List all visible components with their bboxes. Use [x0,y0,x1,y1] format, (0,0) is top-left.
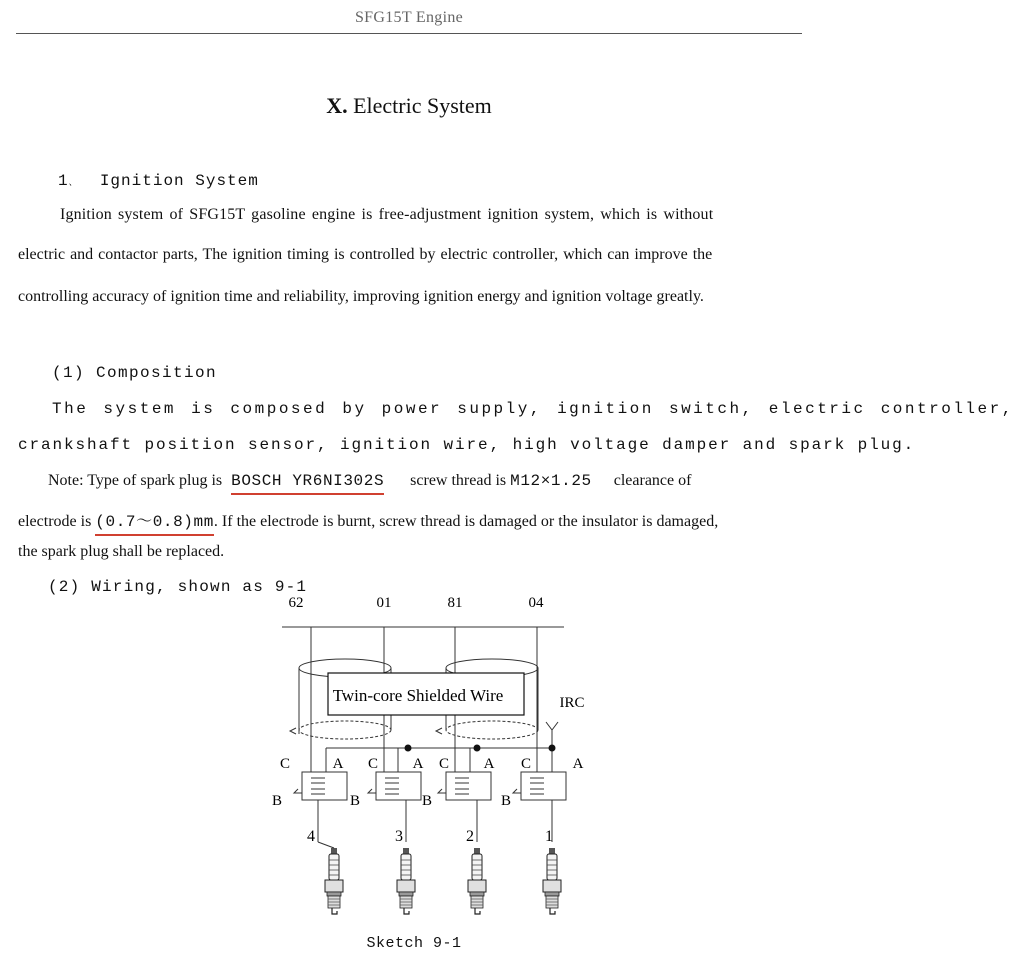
figure-caption: Sketch 9-1 [366,935,462,952]
note-text-e: . If the electrode is burnt, screw thread is damaged or the insulator is damaged, [213,513,719,530]
ignition-coil [294,772,347,842]
section-heading: 1、 Ignition System [58,172,259,190]
spark-plug [325,848,343,914]
ignition-coil [513,772,566,842]
coil-label-a: A [332,756,344,772]
coil-label-b: B [500,793,512,809]
note-text-c: clearance of [613,472,692,489]
coil-label-c: C [279,756,291,772]
note-text-b: screw thread is [410,472,507,489]
junction-dot [405,745,412,752]
plug-wires [318,842,334,848]
note-text-a: Note: Type of spark plug is [48,472,223,489]
cylinder-number: 1 [545,828,553,845]
note-text-d: electrode is [18,513,92,530]
ignition-coil [438,772,491,842]
coil-label-c: C [438,756,450,772]
note-line-3: the spark plug shall be replaced. [18,543,225,560]
composition-body-line-1: The system is composed by power supply, ignition switch, electric controller, [52,400,1014,418]
chapter-title: Electric System [353,93,492,118]
spark-plug [397,848,415,914]
coil-label-a: A [572,756,584,772]
composition-heading: (1) Composition [52,364,218,382]
junction-dot [474,745,481,752]
shielded-wire-label: Twin-core Shielded Wire [332,686,504,705]
spark-plug [543,848,561,914]
electrode-clearance: (0.7～0.8)mm [95,513,214,536]
section-body-line-3: controlling accuracy of ignition time and reliability, improving ignition energy and ignition voltage greatly. [18,288,704,305]
composition-body-line-2: crankshaft position sensor, ignition wire, high voltage damper and spark plug. [18,436,916,454]
coil-label-a: A [412,756,424,772]
section-body-line-2: electric and contactor parts, The ignition timing is controlled by electric controller, which can improve the [18,246,713,263]
cylinder-number: 2 [466,828,474,845]
coil-label-a: A [483,756,495,772]
coil-label-b: B [421,793,433,809]
irc-label: IRC [559,695,585,711]
terminal-label: 01 [376,595,392,611]
coil-label-c: C [367,756,379,772]
junction-dot [549,745,556,752]
header-title: SFG15T Engine [354,9,464,26]
wiring-heading: (2) Wiring, shown as 9-1 [48,578,308,596]
terminal-label: 04 [528,595,544,611]
thread-spec: M12×1.25 [510,472,592,490]
cylinder-number: 4 [307,828,315,845]
terminal-label: 62 [288,595,304,611]
spark-plug [468,848,486,914]
terminal-label: 81 [447,595,463,611]
coil-label-b: B [349,793,361,809]
section-number: 1 [58,172,69,190]
section-body-line-1: Ignition system of SFG15T gasoline engine is free-adjustment ignition system, which is without [60,206,714,223]
cylinder-number: 3 [395,828,403,845]
coil-label-c: C [520,756,532,772]
coil-label-b: B [271,793,283,809]
spark-plug-type: BOSCH YR6NI302S [231,472,384,495]
section-title: Ignition System [99,172,259,190]
chapter-number: X. [326,93,348,118]
